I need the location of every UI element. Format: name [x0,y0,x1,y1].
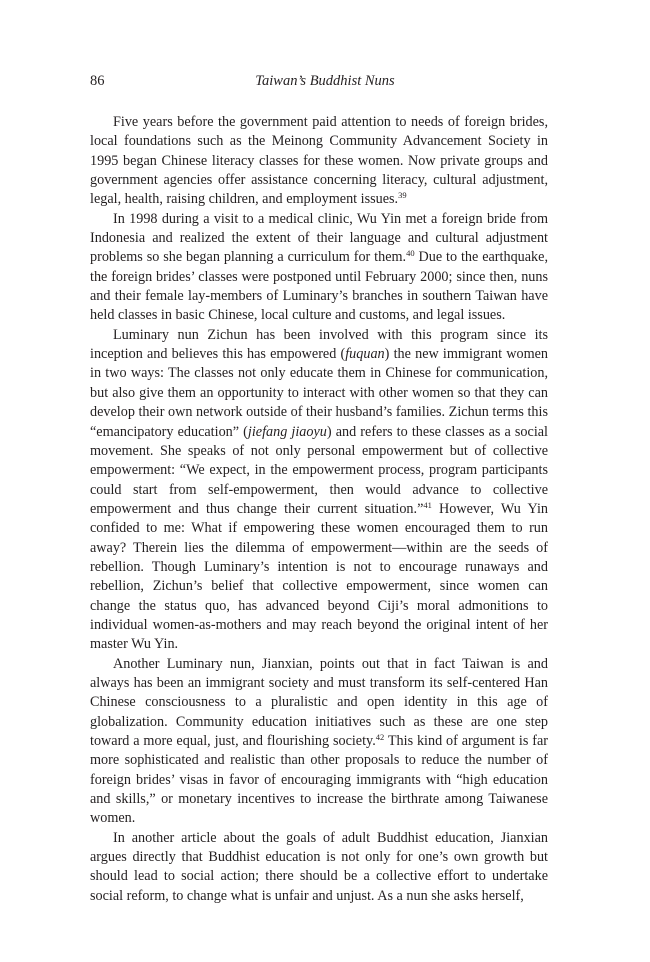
text-run: Luminary nun Zichun has been involved with this program since its inception and believes this has empowered ( [90,326,548,363]
running-head-title: Taiwan’s Buddhist Nuns [255,73,395,89]
text-run: ) and refers to these classes as a social movement. She speaks of not only personal empowerment but of collective empowerment: “We expect, in the empowerment process, program participants could start from self-empowerment, then would advance to collective empowerment and thus change their current situation.” [90,423,548,517]
footnote-marker: 40 [406,248,415,259]
paragraph [90,113,548,210]
text-run: Five years before the government paid attention to needs of foreign brides, local foundations such as the Meinong Community Advancement Society in 1995 began Chinese literacy classes for these women. Now private groups and government agencies offer assistance concerning literacy, cultural adjustment, legal, health, raising children, and employment issues. [90,114,548,208]
text-run: This kind of argument is far more sophisticated and realistic than other proposals to reduce the number of foreign brides’ visas in favor of encouraging immigrants with “high education and skills,” or monetary incentives to increase the birthrate among Taiwanese women. [90,733,548,827]
italic-term: jiefang jiaoyu [247,423,327,440]
text-run: ) the new immigrant women in two ways: The classes not only educate them in Chinese for communication, but also give them an opportunity to interact with other women so that they can develop their own network outside of their husband’s families. Zichun terms this “emancipatory education” ( [90,346,548,440]
text-run: In 1998 during a visit to a medical clinic, Wu Yin met a foreign bride from Indonesia and realized the extent of their language and cultural adjustment problems so she began planning a curriculum for them. [90,210,548,266]
paragraph [90,829,548,906]
text-run: Another Luminary nun, Jianxian, points out that in fact Taiwan is and always has been an immigrant society and must transform its self-centered Han Chinese consciousness to a pluralistic and open identity in this age of globalization. Community education initiatives such as these are one step toward a more equal, just, and flourishing society. [90,655,548,749]
footnote-marker: 39 [398,190,407,201]
footnote-marker: 41 [423,499,432,510]
paragraph [90,655,548,829]
page-number: 86 [90,73,105,89]
footnote-marker: 42 [375,732,385,742]
text-run: However, Wu Yin confided to me: What if empowering these women encouraged them to run away? Therein lies the dilemma of empowerment—within are the seeds of rebellion. Though Luminary’s intention is not to encourage runaways and rebellion, Zichun’s belief that collective empowerment, since women can change the status quo, has advanced beyond Ciji’s moral admonitions to individual women-as-mothers and may reach beyond the original intent of her master Wu Yin. [90,500,548,653]
paragraph [90,326,548,655]
body-text [90,113,548,906]
text-run: Due to the earthquake, the foreign brides’ classes were postponed until February 2000; since then, nuns and their female lay-members of Luminary’s branches in southern Taiwan have held classes in basic Chinese, local culture and customs, and legal issues. [90,249,548,324]
italic-term: fuquan [345,346,385,363]
paragraph [90,210,548,326]
text-run: In another article about the goals of adult Buddhist education, Jianxian argues directly that Buddhist education is not only for one’s own growth but should lead to social action; there should be a collective effort to undertake social reform, to change what is unfair and unjust. As a nun she asks herself, [90,829,548,904]
